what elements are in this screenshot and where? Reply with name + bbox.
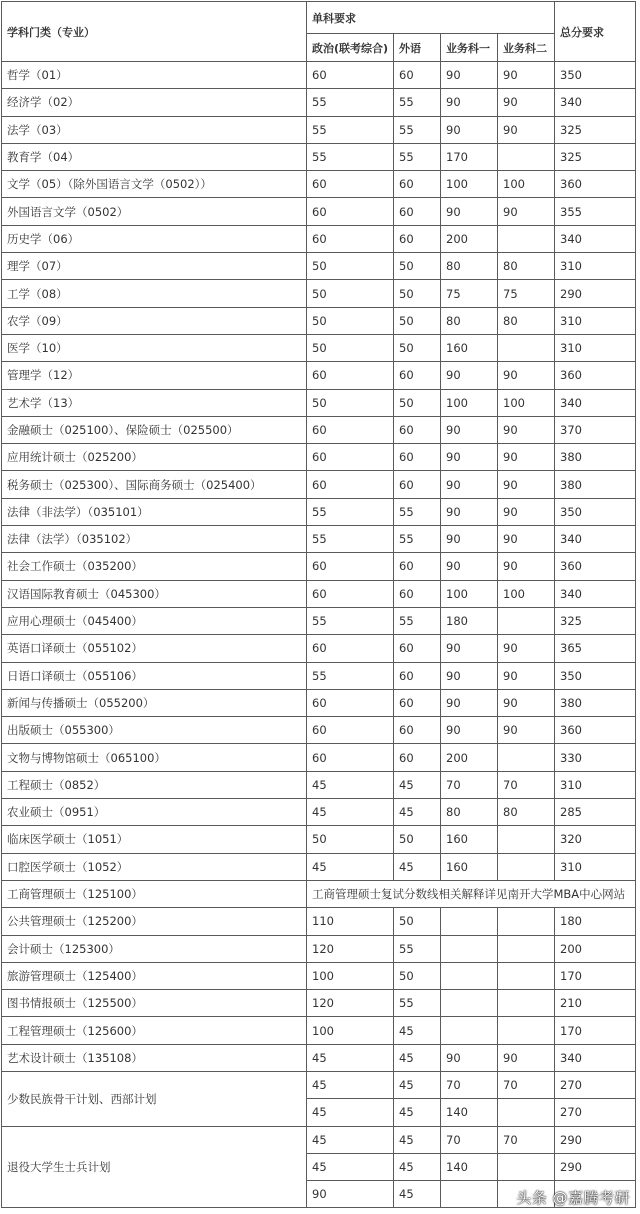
- sub1-cell: 70: [441, 1071, 498, 1098]
- mba-note: 工商管理硕士复试分数线相关解释详见南开大学MBA中心网站: [307, 880, 636, 907]
- sub1-cell: 90: [441, 471, 498, 498]
- sub1-cell: 160: [441, 826, 498, 853]
- sub1-cell: 160: [441, 853, 498, 880]
- sub2-cell: [498, 1153, 555, 1180]
- sub2-cell: 90: [498, 498, 555, 525]
- category-cell: 出版硕士（055300）: [2, 717, 307, 744]
- header-foreign: 外语: [394, 34, 441, 62]
- table-row: [2, 526, 636, 553]
- category-cell: 哲学（01）: [2, 62, 307, 89]
- table-row: [2, 990, 636, 1017]
- table-row: [2, 89, 636, 116]
- foreign-cell: 60: [394, 580, 441, 607]
- total-cell: 340: [555, 580, 636, 607]
- table-row: [2, 689, 636, 716]
- table-row: [2, 744, 636, 771]
- politics-cell: 110: [307, 908, 394, 935]
- total-cell: 340: [555, 225, 636, 252]
- header-sub2: 业务科二: [498, 34, 555, 62]
- sub2-cell: 90: [498, 635, 555, 662]
- foreign-cell: 55: [394, 89, 441, 116]
- foreign-cell: 60: [394, 635, 441, 662]
- sub1-cell: 90: [441, 1044, 498, 1071]
- sub1-cell: 90: [441, 444, 498, 471]
- table-row: [2, 935, 636, 962]
- category-cell: 公共管理硕士（125200）: [2, 908, 307, 935]
- table-row: [2, 171, 636, 198]
- politics-cell: 60: [307, 171, 394, 198]
- politics-cell: 60: [307, 689, 394, 716]
- sub1-cell: 200: [441, 744, 498, 771]
- header-category: 学科门类（专业）: [2, 2, 307, 62]
- total-cell: 310: [555, 334, 636, 361]
- category-cell: 农业硕士（0951）: [2, 799, 307, 826]
- header-total: 总分要求: [555, 2, 636, 62]
- sub2-cell: [498, 853, 555, 880]
- sub1-cell: [441, 1181, 498, 1208]
- sub2-cell: 90: [498, 662, 555, 689]
- politics-cell: 45: [307, 799, 394, 826]
- politics-cell: 50: [307, 280, 394, 307]
- category-cell: 工程管理硕士（125600）: [2, 1017, 307, 1044]
- sub1-cell: 90: [441, 89, 498, 116]
- total-cell: 365: [555, 635, 636, 662]
- politics-cell: 45: [307, 1044, 394, 1071]
- foreign-cell: 60: [394, 225, 441, 252]
- sub2-cell: [498, 143, 555, 170]
- total-cell: 170: [555, 962, 636, 989]
- sub2-cell: 90: [498, 526, 555, 553]
- table-row: [2, 635, 636, 662]
- total-cell: 170: [555, 1017, 636, 1044]
- politics-cell: 120: [307, 990, 394, 1017]
- politics-cell: 60: [307, 717, 394, 744]
- table-row: [2, 62, 636, 89]
- politics-cell: 50: [307, 334, 394, 361]
- table-row: [2, 471, 636, 498]
- total-cell: 340: [555, 1044, 636, 1071]
- politics-cell: 60: [307, 553, 394, 580]
- category-cell: 法学（03）: [2, 116, 307, 143]
- category-cell: 理学（07）: [2, 253, 307, 280]
- politics-cell: 60: [307, 471, 394, 498]
- table-row: [2, 498, 636, 525]
- sub1-cell: 80: [441, 307, 498, 334]
- total-cell: 310: [555, 853, 636, 880]
- sub2-cell: [498, 990, 555, 1017]
- table-row: [2, 225, 636, 252]
- sub1-cell: 90: [441, 717, 498, 744]
- table-row: [2, 444, 636, 471]
- category-cell: 艺术设计硕士（135108）: [2, 1044, 307, 1071]
- politics-cell: 45: [307, 1099, 394, 1126]
- category-cell: 金融硕士（025100）、保险硕士（025500）: [2, 416, 307, 443]
- category-cell: 工学（08）: [2, 280, 307, 307]
- table-row: [2, 362, 636, 389]
- sub1-cell: 90: [441, 116, 498, 143]
- sub1-cell: [441, 990, 498, 1017]
- sub2-cell: 75: [498, 280, 555, 307]
- sub1-cell: 90: [441, 62, 498, 89]
- foreign-cell: 60: [394, 717, 441, 744]
- category-cell: 工程硕士（0852）: [2, 771, 307, 798]
- sub1-cell: [441, 962, 498, 989]
- total-cell: 290: [555, 1126, 636, 1153]
- politics-cell: 55: [307, 143, 394, 170]
- sub1-cell: 75: [441, 280, 498, 307]
- table-row: [2, 389, 636, 416]
- foreign-cell: 55: [394, 498, 441, 525]
- politics-cell: 90: [307, 1181, 394, 1208]
- foreign-cell: 60: [394, 198, 441, 225]
- category-cell: 工商管理硕士（125100）: [2, 880, 307, 907]
- sub2-cell: [498, 334, 555, 361]
- total-cell: 350: [555, 498, 636, 525]
- sub1-cell: 140: [441, 1099, 498, 1126]
- foreign-cell: 60: [394, 171, 441, 198]
- total-cell: 320: [555, 826, 636, 853]
- sub1-cell: 70: [441, 771, 498, 798]
- category-cell: 旅游管理硕士（125400）: [2, 962, 307, 989]
- sub2-cell: 90: [498, 717, 555, 744]
- total-cell: 290: [555, 1153, 636, 1180]
- table-row: [2, 580, 636, 607]
- politics-cell: 45: [307, 771, 394, 798]
- total-cell: 340: [555, 389, 636, 416]
- sub1-cell: 100: [441, 389, 498, 416]
- total-cell: 310: [555, 253, 636, 280]
- politics-cell: 45: [307, 853, 394, 880]
- category-cell: 管理学（12）: [2, 362, 307, 389]
- category-cell: 法律（非法学）（035101）: [2, 498, 307, 525]
- total-cell: 200: [555, 935, 636, 962]
- table-row: [2, 717, 636, 744]
- category-cell: 图书情报硕士（125500）: [2, 990, 307, 1017]
- sub2-cell: [498, 607, 555, 634]
- table-row: [2, 771, 636, 798]
- table-row: [2, 1044, 636, 1071]
- politics-cell: 50: [307, 307, 394, 334]
- foreign-cell: 60: [394, 744, 441, 771]
- sub2-cell: [498, 962, 555, 989]
- category-cell: 农学（09）: [2, 307, 307, 334]
- foreign-cell: 60: [394, 62, 441, 89]
- sub2-cell: 80: [498, 307, 555, 334]
- foreign-cell: 60: [394, 362, 441, 389]
- politics-cell: 50: [307, 826, 394, 853]
- header-single-req: 单科要求: [307, 2, 555, 34]
- sub1-cell: [441, 935, 498, 962]
- sub1-cell: 90: [441, 553, 498, 580]
- total-cell: 310: [555, 771, 636, 798]
- foreign-cell: 45: [394, 853, 441, 880]
- total-cell: 370: [555, 416, 636, 443]
- total-cell: 325: [555, 607, 636, 634]
- category-cell: 应用心理硕士（045400）: [2, 607, 307, 634]
- politics-cell: 60: [307, 362, 394, 389]
- table-row: [2, 280, 636, 307]
- minority-label: 少数民族骨干计划、西部计划: [2, 1071, 307, 1126]
- sub2-cell: 90: [498, 444, 555, 471]
- sub1-cell: 90: [441, 198, 498, 225]
- total-cell: 325: [555, 116, 636, 143]
- foreign-cell: 50: [394, 389, 441, 416]
- sub2-cell: 100: [498, 580, 555, 607]
- foreign-cell: 45: [394, 1099, 441, 1126]
- total-cell: 310: [555, 307, 636, 334]
- foreign-cell: 45: [394, 1126, 441, 1153]
- category-cell: 税务硕士（025300）、国际商务硕士（025400）: [2, 471, 307, 498]
- politics-cell: 100: [307, 962, 394, 989]
- sub1-cell: 140: [441, 1153, 498, 1180]
- category-cell: 医学（10）: [2, 334, 307, 361]
- sub1-cell: 90: [441, 416, 498, 443]
- sub2-cell: 90: [498, 116, 555, 143]
- table-row: [2, 853, 636, 880]
- foreign-cell: 60: [394, 471, 441, 498]
- politics-cell: 50: [307, 389, 394, 416]
- category-cell: 艺术学（13）: [2, 389, 307, 416]
- total-cell: 210: [555, 990, 636, 1017]
- foreign-cell: 45: [394, 1017, 441, 1044]
- total-cell: 340: [555, 89, 636, 116]
- total-cell: 380: [555, 471, 636, 498]
- sub2-cell: 100: [498, 171, 555, 198]
- sub2-cell: 90: [498, 1044, 555, 1071]
- sub1-cell: 70: [441, 1126, 498, 1153]
- sub2-cell: [498, 1099, 555, 1126]
- politics-cell: 55: [307, 526, 394, 553]
- table-row: [2, 334, 636, 361]
- foreign-cell: 60: [394, 553, 441, 580]
- table-row: [2, 799, 636, 826]
- politics-cell: 60: [307, 62, 394, 89]
- sub1-cell: 80: [441, 799, 498, 826]
- sub1-cell: 170: [441, 143, 498, 170]
- foreign-cell: 50: [394, 280, 441, 307]
- foreign-cell: 55: [394, 935, 441, 962]
- minority-row: [2, 1071, 636, 1098]
- foreign-cell: 60: [394, 416, 441, 443]
- total-cell: 290: [555, 280, 636, 307]
- sub2-cell: [498, 908, 555, 935]
- sub2-cell: 90: [498, 198, 555, 225]
- category-cell: 应用统计硕士（025200）: [2, 444, 307, 471]
- foreign-cell: 45: [394, 1044, 441, 1071]
- politics-cell: 60: [307, 580, 394, 607]
- table-row: [2, 116, 636, 143]
- sub1-cell: 200: [441, 225, 498, 252]
- category-cell: 新闻与传播硕士（055200）: [2, 689, 307, 716]
- sub1-cell: 160: [441, 334, 498, 361]
- foreign-cell: 45: [394, 1181, 441, 1208]
- total-cell: 380: [555, 689, 636, 716]
- politics-cell: 60: [307, 744, 394, 771]
- foreign-cell: 55: [394, 990, 441, 1017]
- total-cell: 350: [555, 662, 636, 689]
- sub2-cell: 90: [498, 553, 555, 580]
- veteran-label: 退役大学生士兵计划: [2, 1126, 307, 1208]
- sub1-cell: [441, 1017, 498, 1044]
- category-cell: 文学（05）（除外国语言文学（0502））: [2, 171, 307, 198]
- category-cell: 历史学（06）: [2, 225, 307, 252]
- total-cell: 360: [555, 717, 636, 744]
- politics-cell: 60: [307, 416, 394, 443]
- foreign-cell: 45: [394, 799, 441, 826]
- total-cell: 340: [555, 526, 636, 553]
- politics-cell: 50: [307, 253, 394, 280]
- foreign-cell: 55: [394, 607, 441, 634]
- table-row: [2, 198, 636, 225]
- sub1-cell: 90: [441, 526, 498, 553]
- foreign-cell: 50: [394, 307, 441, 334]
- politics-cell: 60: [307, 198, 394, 225]
- sub2-cell: 90: [498, 416, 555, 443]
- total-cell: 285: [555, 799, 636, 826]
- foreign-cell: 45: [394, 1071, 441, 1098]
- sub2-cell: 90: [498, 689, 555, 716]
- total-cell: 330: [555, 744, 636, 771]
- total-cell: 325: [555, 143, 636, 170]
- table-row: [2, 253, 636, 280]
- score-table: [1, 1, 636, 1208]
- category-cell: 法律（法学）（035102）: [2, 526, 307, 553]
- sub1-cell: [441, 908, 498, 935]
- total-cell: 355: [555, 198, 636, 225]
- category-cell: 日语口译硕士（055106）: [2, 662, 307, 689]
- table-row: [2, 607, 636, 634]
- sub2-cell: 90: [498, 362, 555, 389]
- foreign-cell: 50: [394, 962, 441, 989]
- foreign-cell: 45: [394, 1153, 441, 1180]
- politics-cell: 55: [307, 607, 394, 634]
- category-cell: 汉语国际教育硕士（045300）: [2, 580, 307, 607]
- politics-cell: 45: [307, 1071, 394, 1098]
- sub2-cell: 90: [498, 89, 555, 116]
- politics-cell: 60: [307, 635, 394, 662]
- politics-cell: 55: [307, 116, 394, 143]
- header-sub1: 业务科一: [441, 34, 498, 62]
- category-cell: 外国语言文学（0502）: [2, 198, 307, 225]
- table-row: [2, 662, 636, 689]
- politics-cell: 120: [307, 935, 394, 962]
- table-row: [2, 962, 636, 989]
- politics-cell: 55: [307, 662, 394, 689]
- sub2-cell: [498, 744, 555, 771]
- category-cell: 会计硕士（125300）: [2, 935, 307, 962]
- total-cell: 360: [555, 553, 636, 580]
- sub2-cell: 100: [498, 389, 555, 416]
- sub2-cell: 90: [498, 62, 555, 89]
- sub1-cell: 90: [441, 498, 498, 525]
- total-cell: 360: [555, 171, 636, 198]
- total-cell: 270: [555, 1099, 636, 1126]
- politics-cell: 45: [307, 1153, 394, 1180]
- header-politics: 政治(联考综合): [307, 34, 394, 62]
- foreign-cell: 55: [394, 143, 441, 170]
- sub2-cell: [498, 935, 555, 962]
- sub1-cell: 100: [441, 580, 498, 607]
- category-cell: 英语口译硕士（055102）: [2, 635, 307, 662]
- table-row: [2, 553, 636, 580]
- foreign-cell: 50: [394, 908, 441, 935]
- category-cell: 文物与博物馆硕士（065100）: [2, 744, 307, 771]
- table-row-mba: [2, 880, 636, 907]
- table-row: [2, 307, 636, 334]
- foreign-cell: 55: [394, 116, 441, 143]
- header-row-1: [2, 2, 636, 34]
- politics-cell: 55: [307, 89, 394, 116]
- sub1-cell: 100: [441, 171, 498, 198]
- table-row: [2, 826, 636, 853]
- sub2-cell: 80: [498, 799, 555, 826]
- sub2-cell: 70: [498, 1126, 555, 1153]
- sub1-cell: 90: [441, 662, 498, 689]
- table-row: [2, 908, 636, 935]
- category-cell: 临床医学硕士（1051）: [2, 826, 307, 853]
- total-cell: 350: [555, 62, 636, 89]
- sub2-cell: [498, 1017, 555, 1044]
- total-cell: 270: [555, 1071, 636, 1098]
- foreign-cell: 60: [394, 662, 441, 689]
- total-cell: 380: [555, 444, 636, 471]
- foreign-cell: 60: [394, 689, 441, 716]
- sub2-cell: [498, 826, 555, 853]
- sub1-cell: 180: [441, 607, 498, 634]
- sub1-cell: 90: [441, 635, 498, 662]
- table-row: [2, 1017, 636, 1044]
- politics-cell: 100: [307, 1017, 394, 1044]
- sub2-cell: 70: [498, 771, 555, 798]
- foreign-cell: 50: [394, 334, 441, 361]
- sub1-cell: 80: [441, 253, 498, 280]
- category-cell: 口腔医学硕士（1052）: [2, 853, 307, 880]
- veteran-row: [2, 1126, 636, 1153]
- foreign-cell: 45: [394, 771, 441, 798]
- sub2-cell: [498, 225, 555, 252]
- total-cell: 360: [555, 362, 636, 389]
- foreign-cell: 50: [394, 826, 441, 853]
- politics-cell: 60: [307, 444, 394, 471]
- table-row: [2, 143, 636, 170]
- sub2-cell: 70: [498, 1071, 555, 1098]
- foreign-cell: 55: [394, 526, 441, 553]
- foreign-cell: 50: [394, 253, 441, 280]
- table-row: [2, 416, 636, 443]
- category-cell: 经济学（02）: [2, 89, 307, 116]
- sub1-cell: 90: [441, 689, 498, 716]
- sub2-cell: 90: [498, 471, 555, 498]
- category-cell: 社会工作硕士（035200）: [2, 553, 307, 580]
- politics-cell: 55: [307, 498, 394, 525]
- watermark: 头条 @嘉腾考研: [516, 1189, 630, 1207]
- total-cell: 180: [555, 908, 636, 935]
- politics-cell: 60: [307, 225, 394, 252]
- politics-cell: 45: [307, 1126, 394, 1153]
- sub2-cell: 80: [498, 253, 555, 280]
- sub1-cell: 90: [441, 362, 498, 389]
- foreign-cell: 60: [394, 444, 441, 471]
- category-cell: 教育学（04）: [2, 143, 307, 170]
